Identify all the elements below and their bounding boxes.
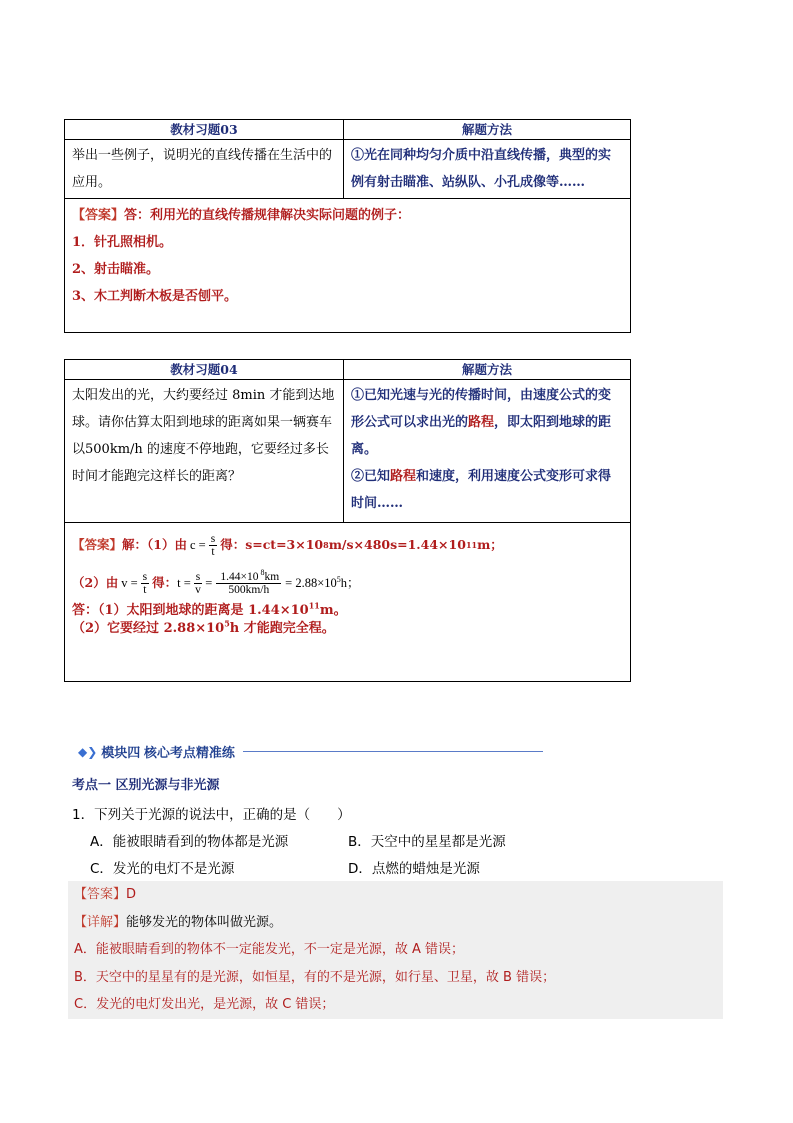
answer-explanation-block bbox=[68, 881, 723, 1019]
detail-text: 能够发光的物体叫做光源。 bbox=[126, 914, 283, 930]
solution-text: 得： bbox=[152, 575, 178, 590]
question-stem: 1．下列关于光源的说法中，正确的是（ ） bbox=[72, 807, 351, 823]
module-heading bbox=[78, 742, 543, 761]
formula-text: t = bbox=[177, 576, 191, 590]
method-step-2: ②已知 bbox=[351, 469, 391, 484]
answer-row bbox=[68, 881, 723, 909]
explanation-line-b: B．天空中的星星有的是光源，如恒星，有的不是光源，如行星、卫星，故 B 错误； bbox=[74, 969, 556, 985]
detail-row bbox=[68, 909, 723, 937]
answer-item: 1．针孔照相机。 bbox=[72, 235, 173, 250]
answer-intro: 答：利用光的直线传播规律解决实际问题的例子： bbox=[124, 208, 411, 223]
formula-text: = bbox=[205, 576, 213, 590]
answer-label: 【答案】 bbox=[74, 887, 127, 902]
diamond-arrow-icon: ◆❯ bbox=[78, 744, 98, 759]
method-step-1: ①已知光速与光的传播时间，由速度公式的变形公式可以求出光的 bbox=[351, 388, 612, 430]
answer-label: 【答案】 bbox=[72, 208, 125, 223]
exercise-04-method bbox=[344, 380, 631, 523]
option-d: D．点燃的蜡烛是光源 bbox=[348, 861, 480, 877]
formula-text: c = bbox=[189, 538, 206, 552]
exercise-03-answer bbox=[65, 199, 631, 333]
method-title: 解题方法 bbox=[344, 120, 631, 140]
exercise-03-title: 教材习题03 bbox=[65, 120, 344, 140]
solution-text: 解：（1）由 bbox=[122, 537, 187, 552]
formula-text: v = bbox=[121, 576, 138, 590]
method-keyword: 路程 bbox=[468, 415, 495, 430]
answer-value: D bbox=[126, 887, 137, 902]
exercise-04-title: 教材习题04 bbox=[65, 360, 344, 380]
option-a: A．能被眼睛看到的物体都是光源 bbox=[90, 834, 289, 850]
method-step-1-end: ，即太阳到地球的距离。 bbox=[351, 415, 612, 457]
detail-label: 【详解】 bbox=[74, 914, 127, 930]
method-keyword: 路程 bbox=[390, 469, 417, 484]
exercise-03-table bbox=[64, 119, 631, 333]
exercise-03-method: ①光在同种均匀介质中沿直线传播，典型的实例有射击瞄准、站纵队、小孔成像等…… bbox=[344, 140, 631, 199]
exercise-04-table bbox=[64, 359, 631, 682]
explanation-line-c: C．发光的电灯发出光，是光源，故 C 错误； bbox=[74, 997, 335, 1012]
fraction: $\frac{1.44\times 10 ^8km}{500km/h}$ bbox=[216, 571, 281, 596]
answer-label: 【答案】 bbox=[72, 537, 123, 552]
option-b: B．天空中的星星都是光源 bbox=[348, 834, 506, 850]
conclusion-2: （2）它要经过 $2.88\times 10^5h$ 才能跑完全程。 bbox=[72, 618, 335, 636]
method-step-2-end: 和速度，利用速度公式变形可求得时间…… bbox=[351, 469, 612, 511]
explanation-line-a: A．能被眼睛看到的物体不一定能发光，不一定是光源，故 A 错误； bbox=[74, 942, 465, 957]
exercise-03-question: 举出一些例子，说明光的直线传播在生活中的应用。 bbox=[65, 140, 344, 199]
solution-line-2: （2）由 v = $\frac{s}{t}$ 得： t = $\frac{s}{v}$ = $\frac{1.44\times 10 ^8km}{500km/h}$ = $2.88\times 10^5h$； bbox=[72, 567, 360, 596]
exercise-04-question: 太阳发出的光，大约要经过 8min 才能到达地球。请你估算太阳到地球的距离如果一辆赛车以500km/h 的速度不停地跑，它要经过多长时间才能跑完这样长的距离？ bbox=[65, 380, 344, 523]
fraction: $\frac{s}{t}$ bbox=[142, 570, 148, 596]
solution-line-1: 【答案】 解：（1）由 c = $\frac{s}{t}$ 得：s=ct=3×10 8 m/s×480s=1.44×10 11 m； bbox=[72, 532, 503, 558]
formula-text: = 2.88×10 bbox=[285, 576, 337, 590]
answer-item: 2、射击瞄准。 bbox=[72, 262, 160, 277]
module-title: 模块四 核心考点精准练 bbox=[101, 745, 235, 760]
solution-text: 得：s=ct=3×10 bbox=[220, 537, 324, 552]
exercise-04-answer bbox=[65, 523, 631, 682]
fraction: $\frac{s}{v}$ bbox=[195, 570, 201, 596]
method-title: 解题方法 bbox=[344, 360, 631, 380]
answer-item: 3、木工判断木板是否刨平。 bbox=[72, 289, 238, 304]
conclusion-1: 答：（1）太阳到地球的距离是 $1.44\times 10^{11}m$。 bbox=[72, 600, 347, 618]
divider-line bbox=[243, 751, 543, 752]
solution-text: （2）由 bbox=[72, 575, 119, 590]
fraction: $\frac{s}{t}$ bbox=[210, 532, 216, 558]
exam-point-title: 考点一 区别光源与非光源 bbox=[72, 778, 220, 793]
option-c: C．发光的电灯不是光源 bbox=[90, 861, 235, 877]
